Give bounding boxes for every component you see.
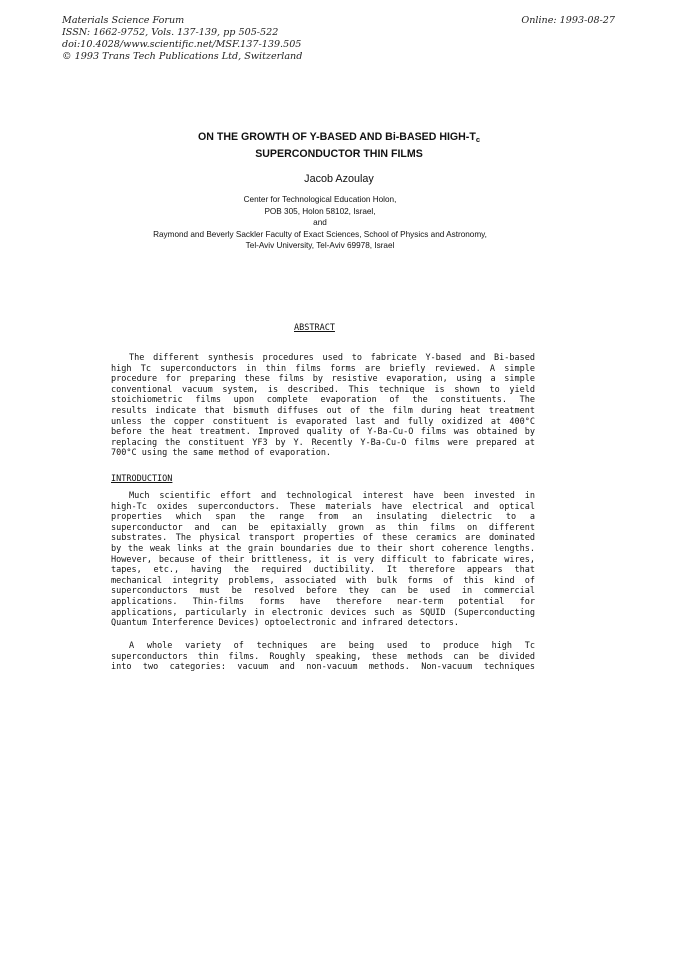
introduction-heading: INTRODUCTION (111, 474, 173, 484)
text-line: However, because of their brittleness, it is very difficult to fabricate wires, (111, 554, 535, 565)
publication-header (62, 15, 622, 63)
text-line: applications. Thin-films forms have therefore near-term potential for (111, 596, 535, 607)
title-line-2: SUPERCONDUCTOR THIN FILMS (255, 148, 423, 160)
paper-title (0, 130, 678, 161)
text-line: tapes, etc., having the required ductibility. It therefore appears that (111, 565, 535, 576)
copyright-line: © 1993 Trans Tech Publications Ltd, Switzerland (62, 51, 303, 62)
affiliation-line: POB 305, Holon 58102, Israel, (264, 206, 376, 216)
online-date: Online: 1993-08-27 (521, 15, 615, 26)
author-name: Jacob Azoulay (304, 173, 374, 185)
affiliation-line: Raymond and Beverly Sackler Faculty of Exact Sciences, School of Physics and Astronomy, (153, 229, 487, 239)
text-line: by the weak links at the grain boundaries due to their short coherence lengths. (111, 543, 535, 554)
text-line: stoichiometric films upon complete evaporation of the constituents. The (111, 395, 535, 406)
title-subscript: c (475, 135, 480, 144)
text-line: applications, particularly in electronic devices such as SQUID (Superconducting (111, 607, 535, 618)
affiliation-line: and (313, 218, 327, 227)
text-line: The different synthesis procedures used to fabricate Y-based and Bi-based (129, 353, 535, 363)
text-line: 700°C using the same method of evaporation. (111, 448, 332, 459)
text-line: before the heat treatment. Improved quality of Y-Ba-Cu-O films was obtained by (111, 427, 535, 438)
text-line: high Tc superconductors in thin films forms are briefly reviewed. A simple (111, 363, 535, 374)
text-line: properties which span the range from an insulating dielectric to a (111, 512, 535, 523)
affiliation-line: Center for Technological Education Holon, (243, 195, 397, 204)
text-line: Much scientific effort and technological interest have been invested in (129, 491, 535, 501)
text-line: results indicate that bismuth diffuses out of the film during heat treatment (111, 405, 535, 416)
text-line: superconductors must be resolved before they can be used in commercial (111, 586, 535, 597)
affiliation-line: Tel-Aviv University, Tel-Aviv 69978, Israel (245, 241, 395, 250)
text-line: superconductors thin films. Roughly speaking, these methods can be divided (111, 651, 535, 662)
text-line: Quantum Interference Devices) optoelectronic and infrared detectors. (111, 618, 459, 629)
text-line: superconductor and can be epitaxially grown as thin films on different (111, 522, 535, 533)
text-line: substrates. The physical transport properties of these ceramics are dominated (111, 533, 535, 544)
text-line: unless the copper constituent is evaporated last and fully oxidized at 400°C (111, 416, 535, 427)
affiliation-block (0, 194, 640, 252)
abstract-heading: ABSTRACT (294, 323, 335, 333)
text-line: into two categories: vacuum and non-vacuum methods. Non-vacuum techniques (111, 662, 535, 673)
text-line: mechanical integrity problems, associated with bulk forms of this kind of (111, 575, 535, 586)
text-line: procedure for preparing these films by resistive evaporation, using a simple (111, 374, 535, 385)
introduction-paragraph-1 (111, 491, 535, 629)
text-line: A whole variety of techniques are being used to produce high Tc (129, 641, 535, 651)
introduction-paragraph-2 (111, 641, 535, 673)
text-line: high-Tc oxides superconductors. These materials have electrical and optical (111, 501, 535, 512)
journal-name: Materials Science Forum (62, 15, 185, 26)
text-line: conventional vacuum system, is described. This technique is shown to yield (111, 384, 535, 395)
doi-line: doi:10.4028/www.scientific.net/MSF.137-139.505 (62, 39, 302, 50)
text-line: replacing the constituent YF3 by Y. Recently Y-Ba-Cu-O films were prepared at (111, 437, 535, 448)
issn-line: ISSN: 1662-9752, Vols. 137-139, pp 505-522 (62, 27, 279, 38)
title-line-1: ON THE GROWTH OF Y-BASED AND Bi-BASED HIGH-$T_c$ (198, 131, 480, 144)
abstract-body (111, 353, 535, 459)
